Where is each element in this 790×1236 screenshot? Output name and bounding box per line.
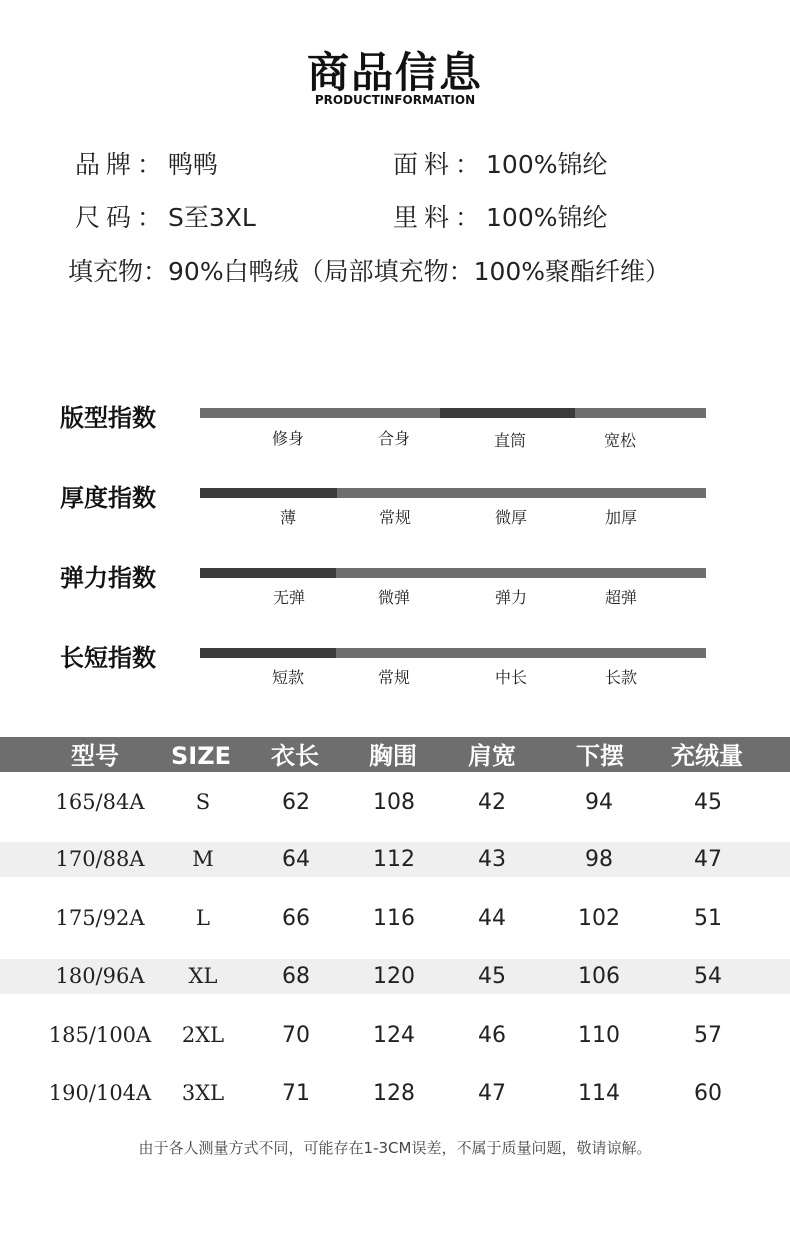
- table-cell: 190/104A: [48, 1081, 152, 1105]
- elasticity-index-bar: [200, 568, 706, 578]
- length-option: 长款: [604, 668, 637, 687]
- thickness-option: 常规: [378, 508, 411, 527]
- column-header-down-fill: 充绒量: [671, 742, 743, 770]
- fit-index-selected-segment: [440, 408, 575, 418]
- fabric-value: 100%锦纶: [486, 150, 608, 179]
- table-cell: 47: [694, 847, 722, 872]
- brand-info: [75, 145, 218, 181]
- table-cell: 124: [373, 1023, 415, 1048]
- table-cell: 112: [373, 847, 415, 872]
- elasticity-option: 微弹: [377, 588, 410, 607]
- table-cell: 54: [694, 964, 722, 989]
- fit-index-label: 版型指数: [60, 404, 156, 432]
- length-index-label: 长短指数: [60, 644, 156, 672]
- lining-info: [393, 198, 608, 234]
- column-header-length: 衣长: [271, 742, 319, 770]
- table-cell: 71: [282, 1081, 310, 1106]
- table-cell: 185/100A: [48, 1023, 152, 1047]
- table-cell: 45: [478, 964, 506, 989]
- table-cell: 66: [282, 906, 310, 931]
- filling-value: 90%白鸭绒（局部填充物：100%聚酯纤维）: [168, 257, 671, 286]
- table-cell: 51: [694, 906, 722, 931]
- page-subtitle: PRODUCTINFORMATION: [314, 93, 476, 107]
- fit-option: 宽松: [603, 431, 636, 450]
- table-cell: 2XL: [181, 1023, 225, 1047]
- thickness-option: 微厚: [494, 508, 527, 527]
- brand-value: 鸭鸭: [168, 150, 219, 179]
- fit-index-bar: [200, 408, 706, 418]
- table-cell: 42: [478, 790, 506, 815]
- fit-option: 修身: [271, 429, 304, 448]
- table-row: [0, 842, 790, 877]
- table-cell: 44: [478, 906, 506, 931]
- elasticity-option: 无弹: [272, 588, 305, 607]
- length-index-selected-segment: [200, 648, 336, 658]
- table-cell: 110: [578, 1023, 620, 1048]
- table-cell: 68: [282, 964, 310, 989]
- table-cell: 98: [585, 847, 613, 872]
- table-cell: 3XL: [181, 1081, 225, 1105]
- table-cell: 60: [694, 1081, 722, 1106]
- fit-option: 直筒: [493, 431, 526, 450]
- size-value: S至3XL: [168, 203, 256, 232]
- elasticity-option: 弹力: [494, 588, 527, 607]
- thickness-option: 加厚: [604, 508, 637, 527]
- table-cell: 108: [373, 790, 415, 815]
- fabric-label: 面料：: [393, 150, 487, 179]
- table-cell: 175/92A: [55, 906, 145, 930]
- table-row: [0, 901, 790, 936]
- page-title: 商品信息: [306, 48, 483, 97]
- table-cell: S: [195, 790, 211, 814]
- filling-label: 填充物：: [68, 257, 169, 286]
- table-cell: 45: [694, 790, 722, 815]
- table-cell: 94: [585, 790, 613, 815]
- thickness-index-bar: [200, 488, 706, 498]
- table-cell: 106: [578, 964, 620, 989]
- elasticity-index-label: 弹力指数: [60, 564, 156, 592]
- table-row: [0, 785, 790, 820]
- table-cell: 102: [578, 906, 620, 931]
- column-header-size: SIZE: [170, 742, 231, 770]
- length-option: 短款: [271, 668, 304, 687]
- table-cell: 128: [373, 1081, 415, 1106]
- length-option: 常规: [377, 668, 410, 687]
- table-cell: 64: [282, 847, 310, 872]
- lining-label: 里料：: [393, 203, 487, 232]
- size-label: 尺码：: [75, 203, 169, 232]
- thickness-option: 薄: [279, 508, 296, 527]
- table-cell: 70: [282, 1023, 310, 1048]
- brand-label: 品牌：: [75, 150, 169, 179]
- table-cell: 120: [373, 964, 415, 989]
- table-cell: 43: [478, 847, 506, 872]
- length-index-bar: [200, 648, 706, 658]
- table-cell: 170/88A: [55, 847, 145, 871]
- column-header-chest: 胸围: [369, 742, 417, 770]
- elasticity-index-selected-segment: [200, 568, 336, 578]
- table-cell: 180/96A: [55, 964, 145, 988]
- fabric-info: [393, 145, 608, 181]
- column-header-shoulder: 肩宽: [468, 742, 516, 770]
- table-row: [0, 1076, 790, 1111]
- lining-value: 100%锦纶: [486, 203, 608, 232]
- table-row: [0, 1018, 790, 1053]
- table-cell: 116: [373, 906, 415, 931]
- size-table-header: [0, 737, 790, 772]
- thickness-index-selected-segment: [200, 488, 337, 498]
- table-cell: 62: [282, 790, 310, 815]
- thickness-index-label: 厚度指数: [60, 484, 156, 512]
- elasticity-option: 超弹: [604, 588, 637, 607]
- table-cell: M: [192, 847, 214, 871]
- filling-info: [68, 252, 670, 288]
- table-row: [0, 959, 790, 994]
- table-cell: 114: [578, 1081, 620, 1106]
- table-cell: L: [196, 906, 210, 930]
- column-header-model: 型号: [71, 742, 119, 770]
- table-cell: 46: [478, 1023, 506, 1048]
- table-cell: 47: [478, 1081, 506, 1106]
- size-info: [75, 198, 256, 234]
- table-cell: 57: [694, 1023, 722, 1048]
- length-option: 中长: [494, 668, 527, 687]
- fit-option: 合身: [377, 429, 410, 448]
- table-cell: XL: [188, 964, 218, 988]
- column-header-hem: 下摆: [576, 742, 624, 770]
- measurement-note: 由于各人测量方式不同，可能存在1-3CM误差，不属于质量问题，敬请谅解。: [138, 1139, 652, 1157]
- table-cell: 165/84A: [55, 790, 145, 814]
